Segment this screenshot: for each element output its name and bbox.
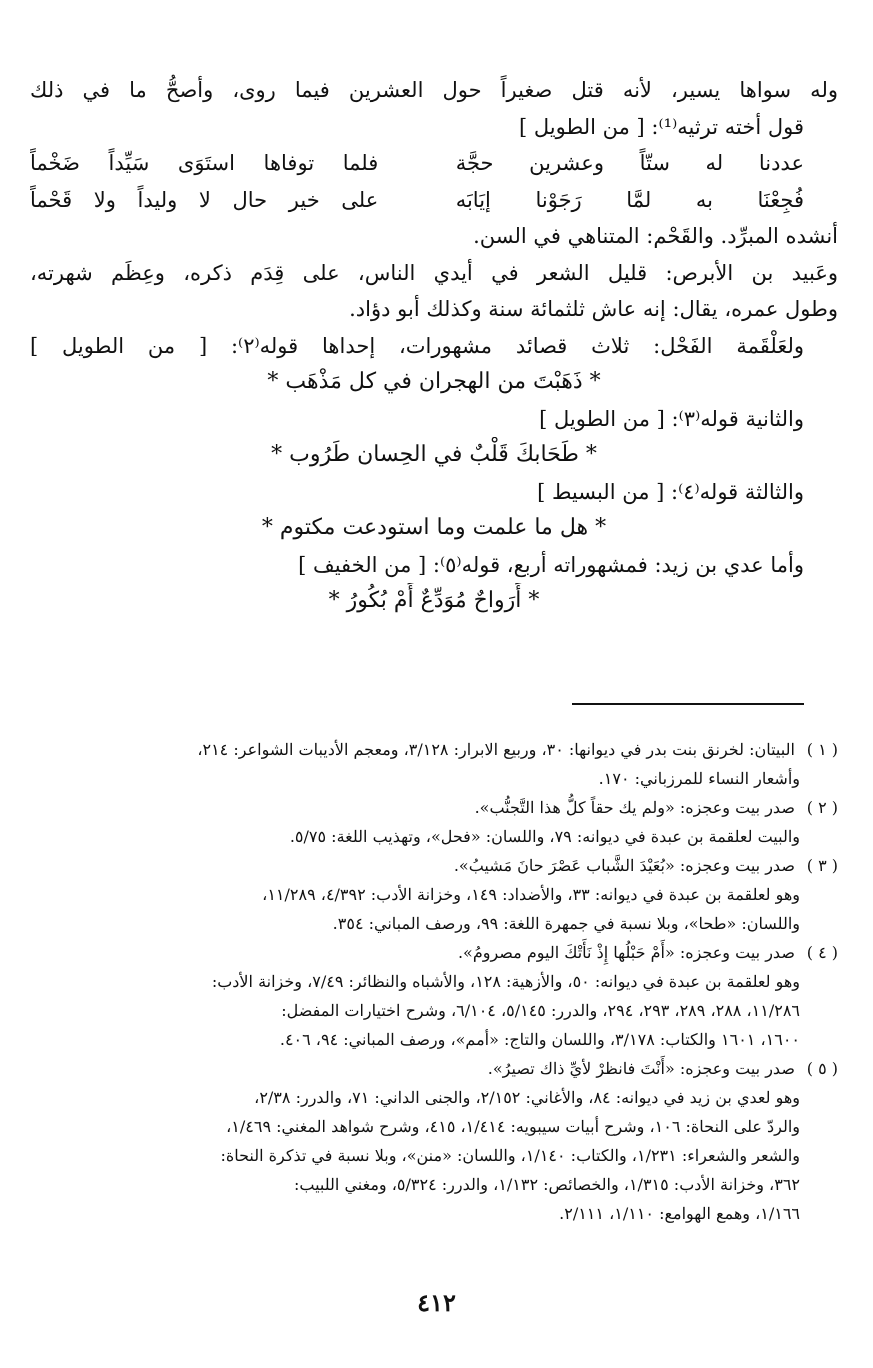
footnote-line: [38, 851, 838, 880]
page-number: ٤١٢: [417, 1288, 456, 1317]
main-text: [30, 72, 838, 620]
footnote-number: ( ٥ ): [806, 1059, 838, 1078]
footnote-line: ١١/٢٨٦، ٢٨٨، ٢٨٩، ٢٩٣، ٢٩٤، والدرر: ٥/١٤٥، ٦/١٠٤، وشرح اختيارات المفضل:: [281, 1001, 800, 1020]
footnote-text: صدر بيت وعجزه: «ولم يك حقاً كلُّ هذا التَّجنُّب».: [474, 798, 795, 817]
verse-hemistich: فُجِعْنَا به لمَّا رَجَوْنا إيَابَه: [455, 187, 804, 212]
text-line: وأما عدي بن زيد: فمشهوراته أربع، قوله⁽٥⁾: [ من الخفيف ]: [298, 552, 804, 577]
text-line: والثانية قوله⁽٣⁾: [ من الطويل ]: [539, 406, 804, 431]
footnote-line: واللسان: «طحا»، وبلا نسبة في جمهرة اللغة: ٩٩، ورصف المباني: ٣٥٤.: [332, 914, 800, 933]
text-line: وعَبيد بن الأبرص: قليل الشعر في أيدي الناس، على قِدَم ذكره، وعِظَم شهرته،: [30, 260, 838, 285]
verse-hemistich: * طَحَابكَ قَلْبٌ في الحِسان طَرُوب *: [271, 442, 597, 467]
footnote-line: ١/١٦٦، وهمع الهوامع: ١/١١٠، ٢/١١١.: [559, 1204, 800, 1223]
footnote-number: ( ٣ ): [806, 856, 838, 875]
footnote-line: وهو لعلقمة بن عبدة في ديوانه: ٣٣، والأضداد: ١٤٩، وخزانة الأدب: ٤/٣٩٢، ١١/٢٨٩،: [262, 885, 800, 904]
verse-hemistich: على خير حال لا وليداً ولا قَحْماً: [30, 187, 379, 212]
text-line: وله سواها يسير، لأنه قتل صغيراً حول العشرين فيما روى، وأصحُّ ما في ذلك: [30, 78, 838, 102]
footnote-line: والشعر والشعراء: ١/٢٣١، والكتاب: ١/١٤٠، واللسان: «منن»، وبلا نسبة في تذكرة النحاة:: [220, 1146, 800, 1165]
footnote-text: صدر بيت وعجزه: «أَنْتَ فانظرْ لأيِّ ذاك تصيرُ».: [487, 1059, 795, 1078]
footnote-line: وهو لعلقمة بن عبدة في ديوانه: ٥٠، والأزهية: ١٢٨، والأشباه والنظائر: ٧/٤٩، وخزانة الأدب:: [211, 972, 800, 991]
footnote-number: ( ١ ): [806, 740, 838, 759]
footnote-line: ١٦٠٠، ١٦٠١ والكتاب: ٣/١٧٨، واللسان والتاج: «أمم»، ورصف المباني: ٩٤، ٤٠٦.: [279, 1030, 800, 1049]
footnote-line: [38, 1054, 838, 1083]
footnote-number: ( ٢ ): [806, 798, 838, 817]
text-line: وطول عمره، يقال: إنه عاش ثلثمائة سنة وكذلك أبو دؤاد.: [349, 297, 838, 321]
verse-hemistich: فلما توفاها استَوَى سَيِّداً ضَخْماً: [30, 151, 379, 175]
footnote-line: وهو لعدي بن زيد في ديوانه: ٨٤، والأغاني: ٢/١٥٢، والجنى الداني: ٧١، والدرر: ٢/٣٨،: [254, 1088, 800, 1107]
footnote-line: وأشعار النساء للمرزباني: ١٧٠.: [598, 769, 800, 788]
footnotes: [38, 735, 838, 1228]
verse-line: [30, 182, 838, 219]
footnote-line: [38, 793, 838, 822]
footnote-line: [38, 735, 838, 764]
verse-hemistich: * ذَهَبْتَ من الهجران في كل مَذْهَب *: [267, 369, 601, 394]
footnote-number: ( ٤ ): [806, 943, 838, 962]
text-line: قول أخته ترثيه⁽¹⁾: [ من الطويل ]: [519, 114, 804, 139]
footnote-text: صدر بيت وعجزه: «بُعَيْدَ الشَّباب عَصْرَ حانَ مَشيبُ».: [453, 856, 795, 875]
text-line: والثالثة قوله⁽٤⁾: [ من البسيط ]: [537, 479, 804, 504]
footnote-line: والردّ على النحاة: ١٠٦، وشرح أبيات سيبويه: ١/٤١٤، ٤١٥، وشرح شواهد المغني: ١/٤٦٩،: [226, 1117, 800, 1136]
text-line: ولعَلْقَمة الفَحْل: ثلاث قصائد مشهورات، إحداها قوله⁽٢⁾: [ من الطويل ]: [30, 333, 804, 358]
verse-hemistich: * هل ما علمت وما استودعت مكتوم *: [261, 515, 607, 540]
footnote-line: ٣٦٢، وخزانة الأدب: ١/٣١٥، والخصائص: ١/١٣٢، والدرر: ٥/٣٢٤، ومغني اللبيب:: [294, 1175, 800, 1194]
footnote-text: البيتان: لخرنق بنت بدر في ديوانها: ٣٠، وربيع الابرار: ٣/١٢٨، ومعجم الأديبات الشواعر: ٢١٤،: [197, 740, 795, 759]
footnote-line: والبيت لعلقمة بن عبدة في ديوانه: ٧٩، واللسان: «فحل»، وتهذيب اللغة: ٥/٧٥.: [289, 827, 800, 846]
verse-line: [30, 145, 838, 182]
text-line: أنشده المبرِّد. والقَحْم: المتناهي في السن.: [473, 224, 838, 248]
footnote-text: صدر بيت وعجزه: «أَمْ حَبْلُها إِذْ نَأَتْكَ اليوم مصرومُ».: [457, 943, 795, 962]
footnote-line: [38, 938, 838, 967]
verse-hemistich: عددنا له ستّاً وعشرين حجَّة: [455, 151, 804, 175]
footnote-separator: [572, 703, 804, 705]
verse-hemistich: * أَرَواحٌ مُوَدِّعٌ أَمْ بُكُورُ *: [328, 588, 540, 613]
